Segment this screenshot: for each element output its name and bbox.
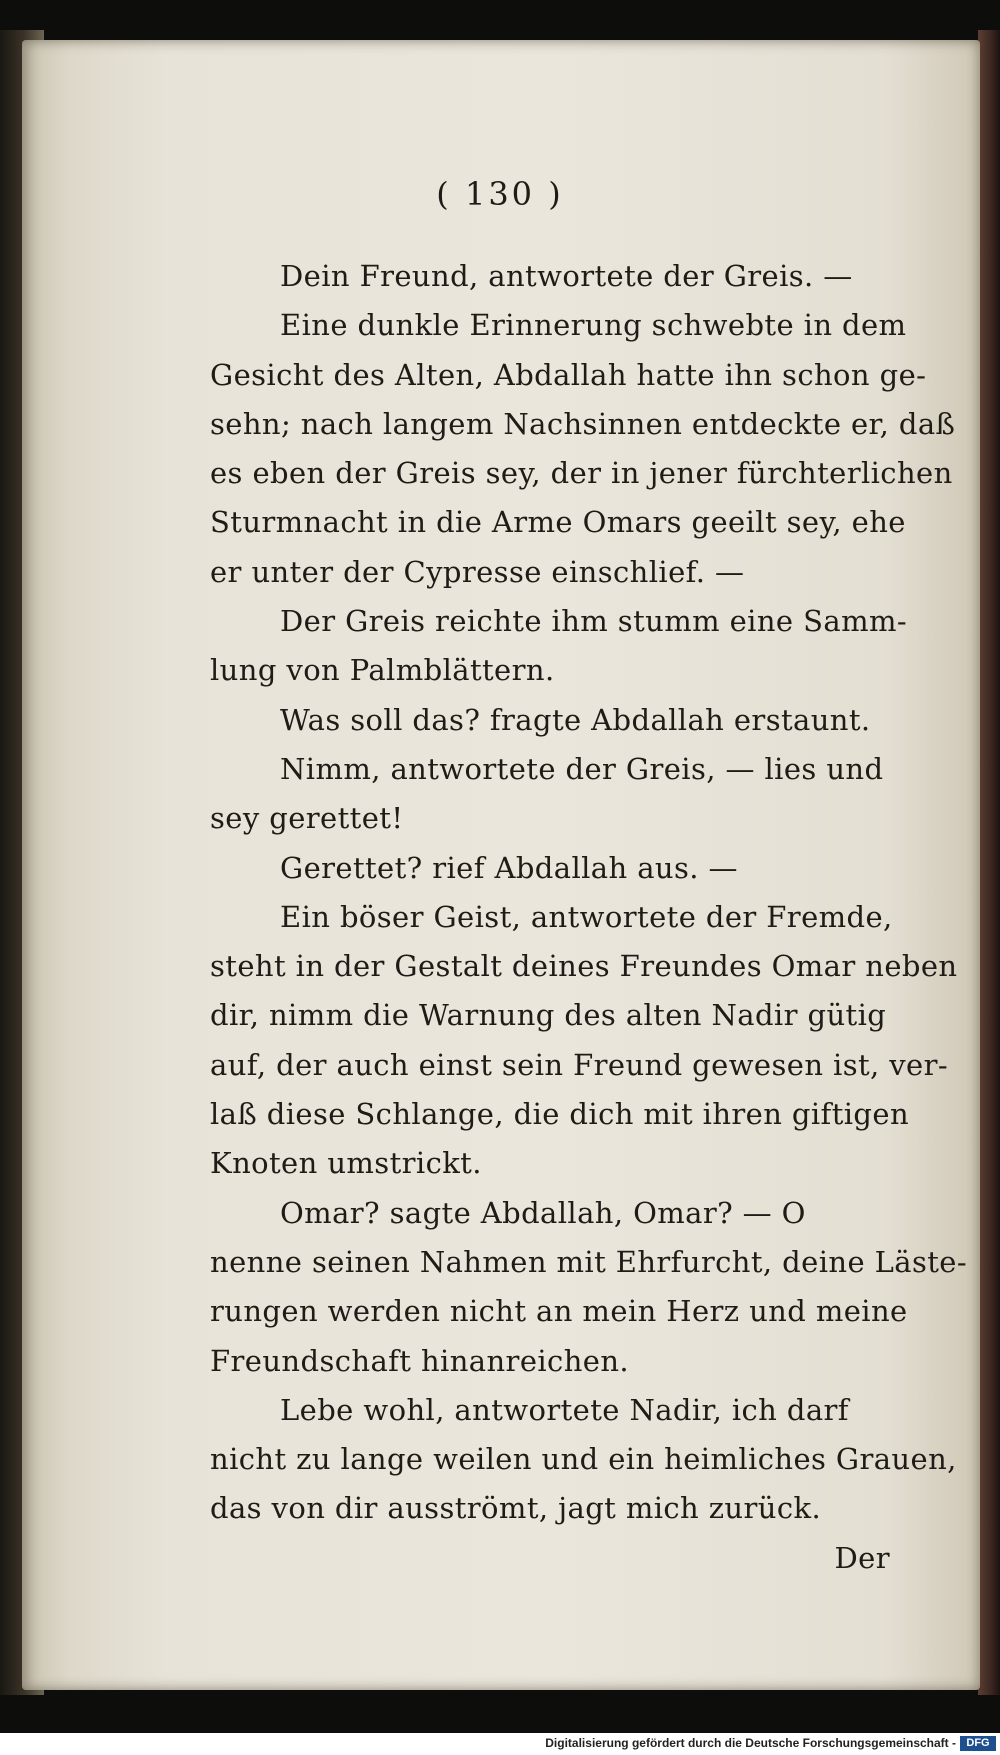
book-cover-edge-right	[978, 30, 1000, 1695]
text-line: es eben der Greis sey, der in jener fürchterlichen	[210, 456, 953, 491]
text-line: laß diese Schlange, die dich mit ihren giftigen	[210, 1097, 910, 1132]
text-line: rungen werden nicht an mein Herz und meine	[210, 1294, 908, 1329]
dfg-logo: DFG	[960, 1736, 996, 1751]
page-number: ( 130 )	[436, 175, 564, 213]
text-line: Omar? sagte Abdallah, Omar? — O	[280, 1195, 806, 1230]
funding-credit: Digitalisierung gefördert durch die Deutsche Forschungsgemeinschaft -	[545, 1736, 956, 1750]
text-line: nenne seinen Nahmen mit Ehrfurcht, deine Läste-	[210, 1244, 968, 1279]
text-line: nicht zu lange weilen und ein heimliches Grauen,	[210, 1442, 957, 1477]
text-line: Der Greis reichte ihm stumm eine Samm-	[280, 604, 908, 639]
text-line: Was soll das? fragte Abdallah erstaunt.	[280, 702, 871, 737]
text-line: er unter der Cypresse einschlief. —	[210, 554, 745, 589]
text-line: Nimm, antwortete der Greis, — lies und	[280, 751, 884, 786]
text-line: lung von Palmblättern.	[210, 653, 555, 688]
text-line: steht in der Gestalt deines Freundes Omar neben	[210, 949, 958, 984]
text-line: auf, der auch einst sein Freund gewesen ist, ver-	[210, 1047, 949, 1082]
text-line: sey gerettet!	[210, 801, 404, 836]
text-line: Lebe wohl, antwortete Nadir, ich darf	[280, 1392, 849, 1427]
catchword: Der	[834, 1540, 890, 1575]
text-line: Ein böser Geist, antwortete der Fremde,	[280, 899, 893, 934]
text-line: dir, nimm die Warnung des alten Nadir gütig	[210, 998, 887, 1033]
text-line: sehn; nach langem Nachsinnen entdeckte er, daß	[210, 406, 956, 441]
text-line: Freundschaft hinanreichen.	[210, 1343, 630, 1378]
text-line: Dein Freund, antwortete der Greis. —	[280, 259, 853, 293]
text-line: Gesicht des Alten, Abdallah hatte ihn schon ge-	[210, 357, 927, 392]
text-line: Eine dunkle Erinnerung schwebte in dem	[280, 308, 907, 343]
footer-bar	[0, 1733, 1000, 1755]
text-line: Sturmnacht in die Arme Omars geeilt sey, ehe	[210, 505, 906, 540]
text-line: das von dir ausströmt, jagt mich zurück.	[210, 1491, 822, 1526]
text-line: Knoten umstrickt.	[210, 1146, 482, 1181]
page-body-text	[210, 252, 968, 1583]
text-line: Gerettet? rief Abdallah aus. —	[280, 850, 738, 885]
